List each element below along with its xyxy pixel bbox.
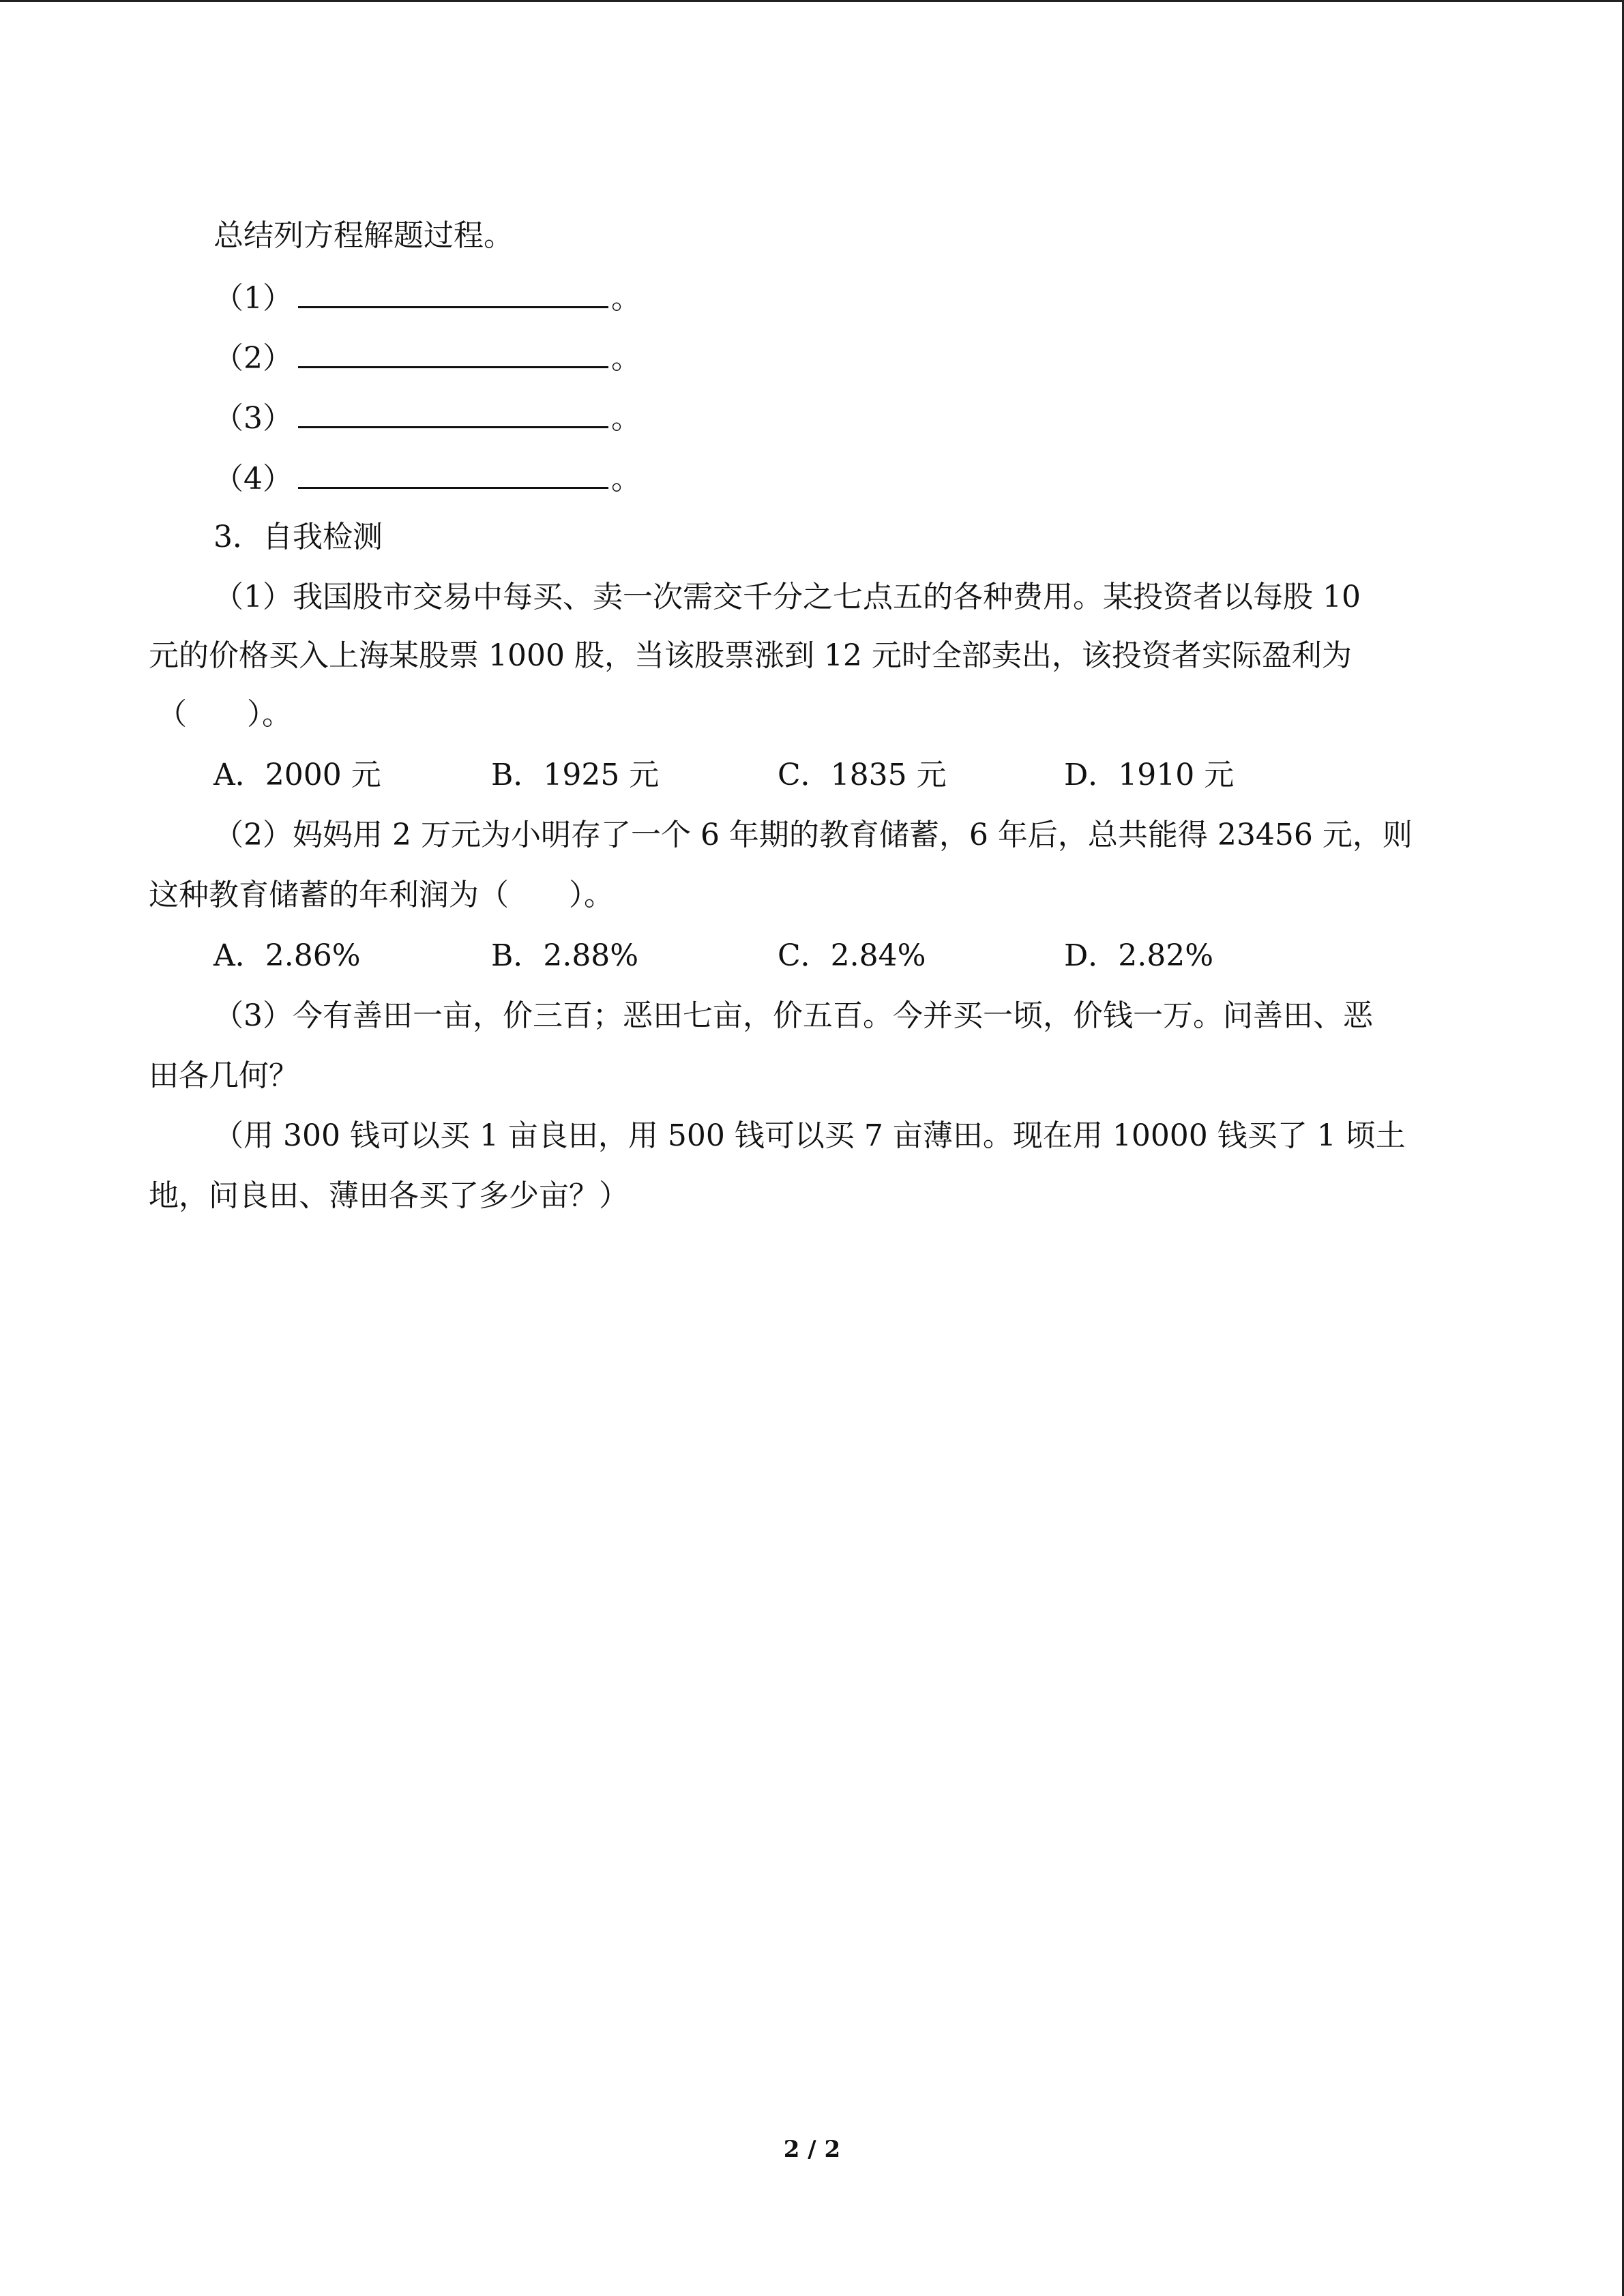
question-2-option-c[interactable]: C．2.84% <box>778 938 926 973</box>
fill-blank-suffix: 。 <box>611 401 641 436</box>
question-1-line-1: （1）我国股市交易中每买、卖一次需交千分之七点五的各种费用。某投资者以每股 10 <box>213 580 1361 614</box>
question-3-translation-line-1: （用 300 钱可以买 1 亩良田，用 500 钱可以买 7 亩薄田。现在用 10000 钱买了 1 顷土 <box>213 1118 1406 1153</box>
fill-blank-label: （4） <box>213 462 293 496</box>
question-2-option-b[interactable]: B．2.88% <box>491 938 639 973</box>
fill-blank-4 <box>213 457 641 498</box>
fill-blank-label: （3） <box>213 401 293 436</box>
fill-blank-suffix: 。 <box>611 281 641 316</box>
question-1-line-2: 元的价格买入上海某股票 1000 股，当该股票涨到 12 元时全部卖出，该投资者实际盈利为 <box>149 638 1352 673</box>
fill-blank-suffix: 。 <box>611 462 641 496</box>
question-2-line-1: （2）妈妈用 2 万元为小明存了一个 6 年期的教育储蓄，6 年后，总共能得 23456 元，则 <box>213 818 1413 852</box>
question-1-option-a[interactable]: A．2000 元 <box>213 758 381 792</box>
question-1-option-b[interactable]: B．1925 元 <box>491 758 660 792</box>
question-1-line-3: （ ）。 <box>157 697 292 732</box>
fill-blank-2 <box>213 336 641 377</box>
intro-text: 总结列方程解题过程。 <box>213 218 514 253</box>
question-2-option-d[interactable]: D．2.82% <box>1064 938 1214 973</box>
question-2-option-a[interactable]: A．2.86% <box>213 938 361 973</box>
fill-blank-label: （1） <box>213 281 293 316</box>
fill-blank-suffix: 。 <box>611 341 641 376</box>
answer-blank[interactable] <box>298 396 608 428</box>
fill-blank-1 <box>213 276 641 317</box>
page-top-border <box>0 0 1624 2</box>
page-number: 2 / 2 <box>783 2136 841 2163</box>
question-2-line-2: 这种教育储蓄的年利润为（ ）。 <box>149 878 614 912</box>
fill-blank-label: （2） <box>213 341 293 376</box>
answer-blank[interactable] <box>298 336 608 368</box>
question-3-translation-line-2: 地，问良田、薄田各买了多少亩？） <box>149 1178 629 1213</box>
question-3-line-1: （3）今有善田一亩，价三百；恶田七亩，价五百。今并买一顷，价钱一万。问善田、恶 <box>213 998 1373 1033</box>
answer-blank[interactable] <box>298 457 608 489</box>
question-1-option-c[interactable]: C．1835 元 <box>778 758 947 792</box>
answer-blank[interactable] <box>298 276 608 308</box>
question-1-option-d[interactable]: D．1910 元 <box>1064 758 1235 792</box>
fill-blank-3 <box>213 396 641 437</box>
question-3-line-2: 田各几何？ <box>149 1058 299 1093</box>
section-heading: 3．自我检测 <box>213 520 383 554</box>
